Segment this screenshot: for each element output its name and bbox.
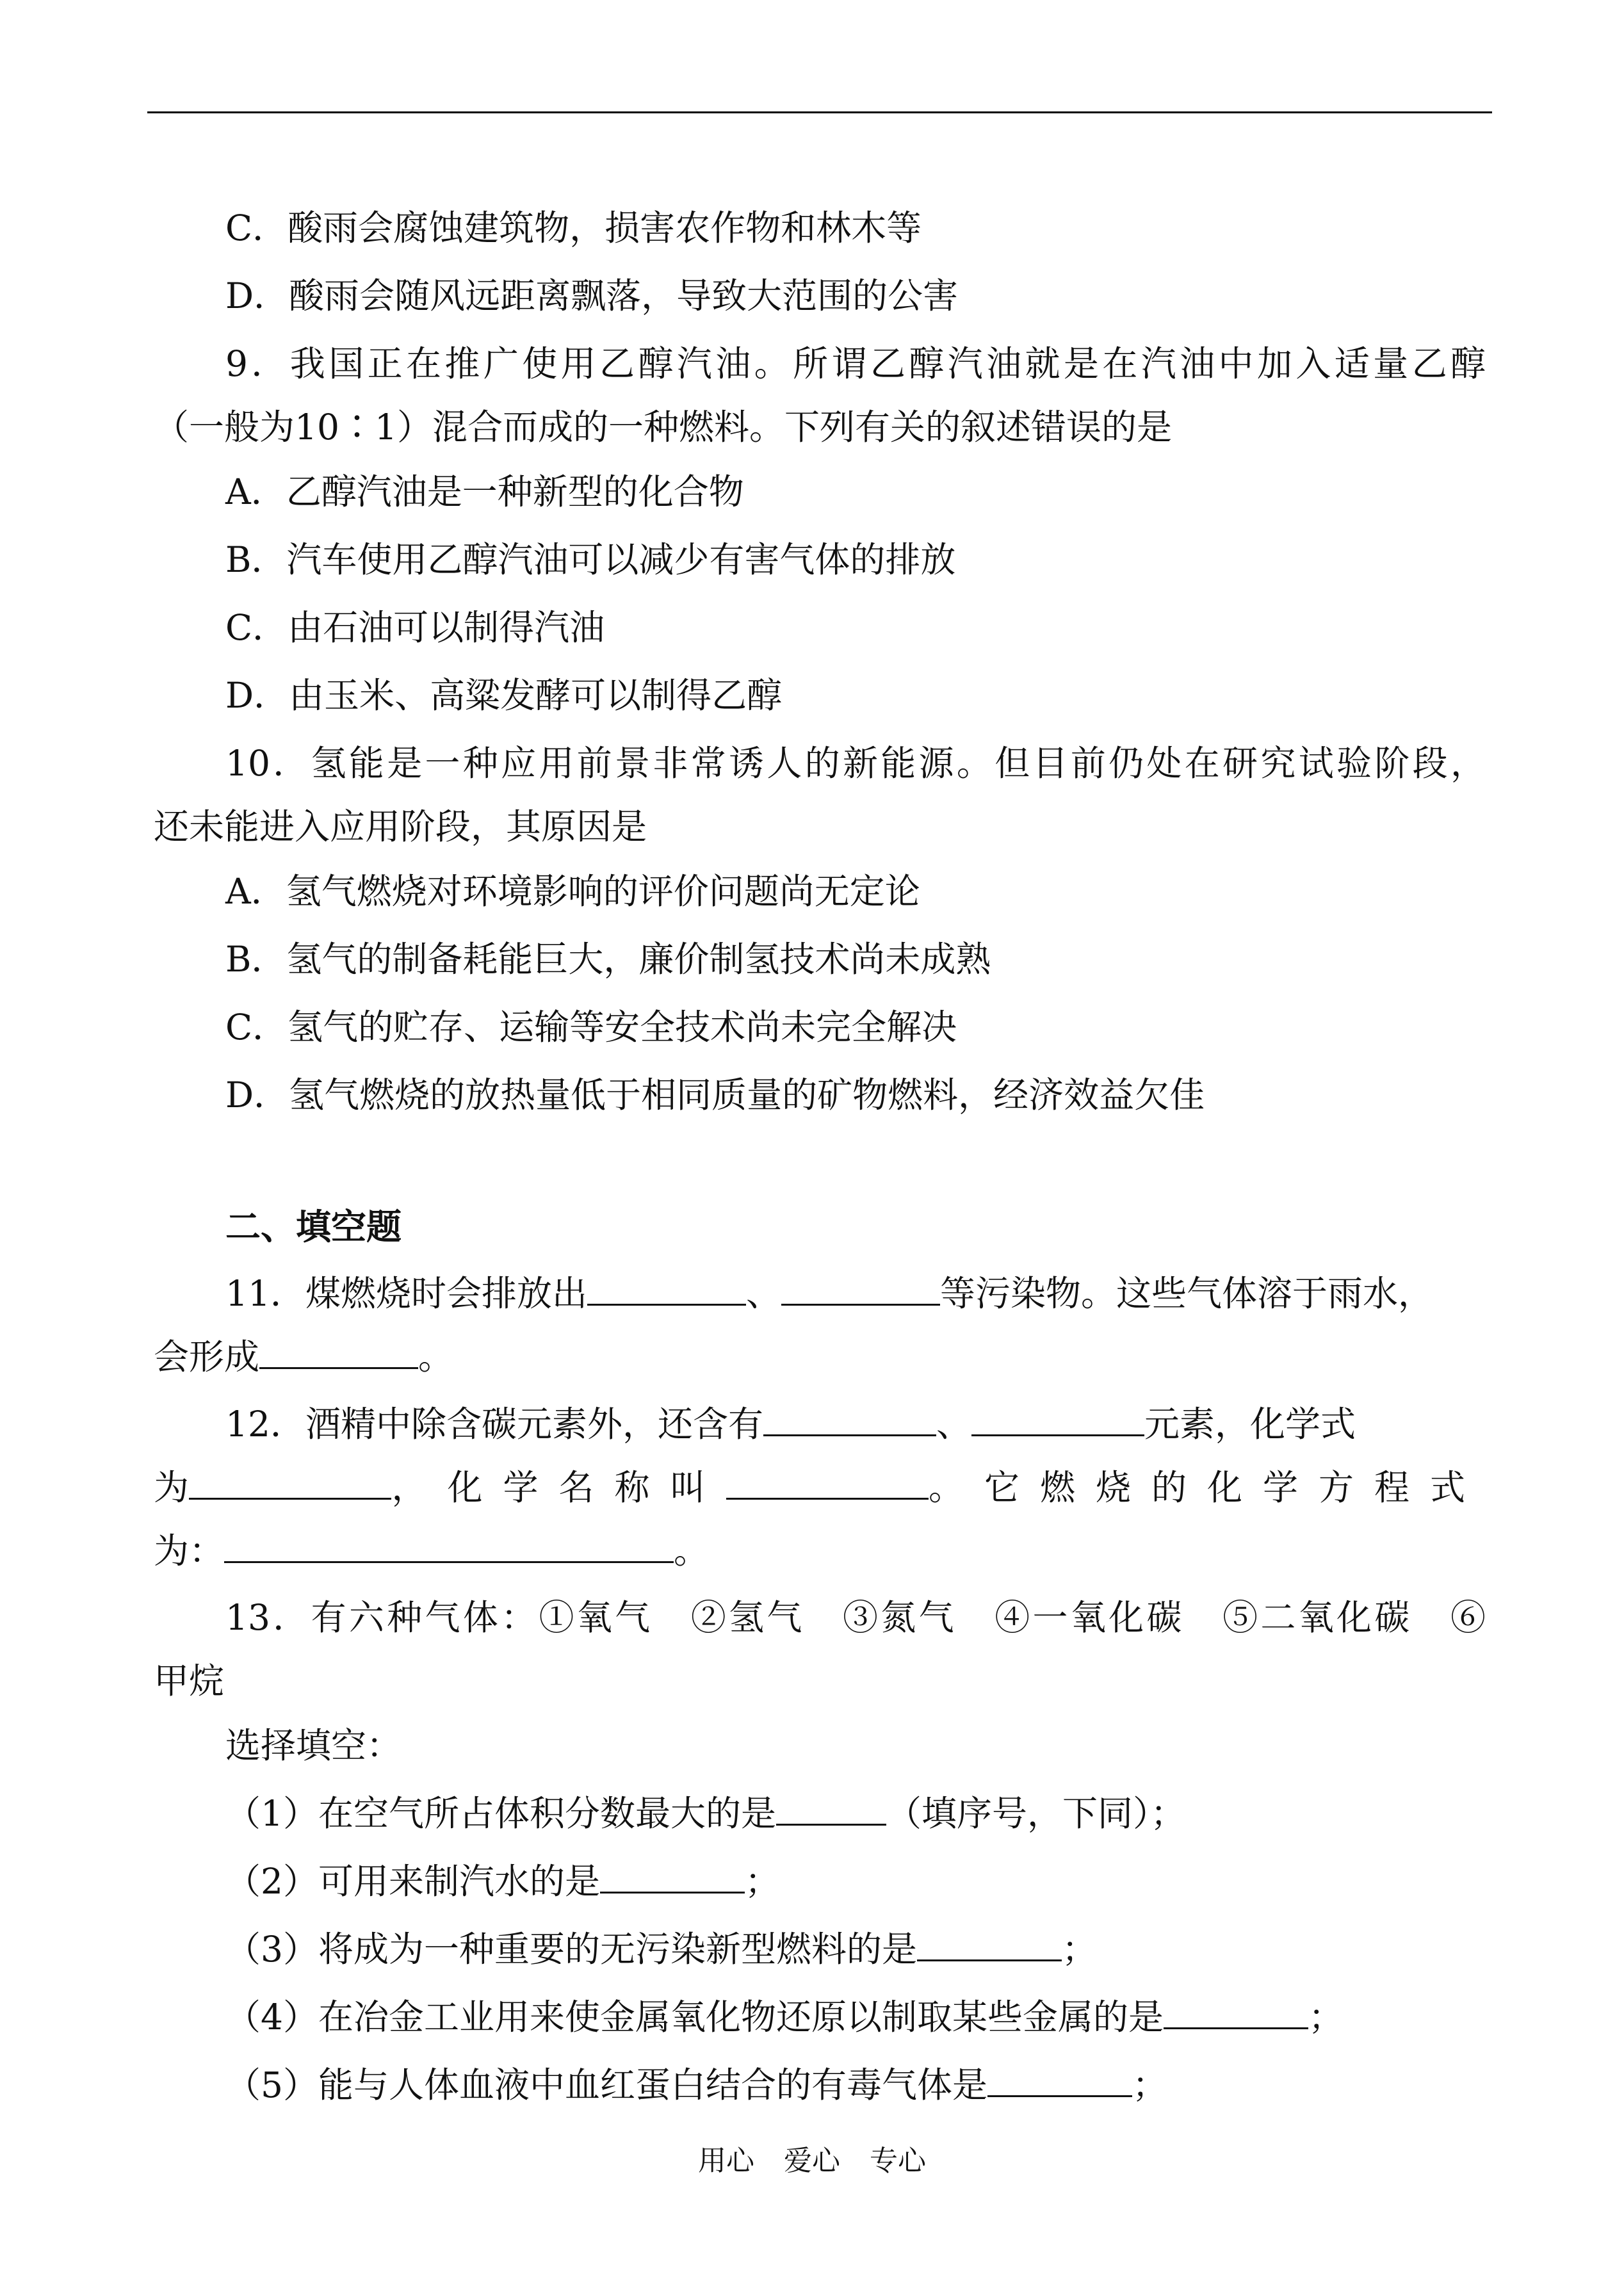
q12-text-8: 。	[674, 1530, 710, 1571]
q13-blank-3[interactable]	[917, 1927, 1062, 1961]
q11-blank-2[interactable]	[781, 1272, 940, 1306]
q9-stem-line2: （一般为10∶1）混合而成的一种燃料。下列有关的叙述错误的是	[154, 407, 1172, 448]
q12-blank-2[interactable]	[971, 1402, 1144, 1436]
page-footer	[0, 2142, 1624, 2180]
q13-sub-1-text: （1）在空气所占体积分数最大的是	[225, 1793, 776, 1834]
q12-text-7: 为：	[154, 1530, 225, 1571]
q13-sub-5	[225, 2061, 1167, 2109]
q8-option-c: C．酸雨会腐蚀建筑物，损害农作物和林木等	[225, 207, 922, 248]
q10-option-b: B．氢气的制备耗能巨大，廉价制氢技术尚未成熟	[225, 939, 991, 980]
q9-option-a: A．乙醇汽油是一种新型的化合物	[225, 471, 744, 512]
q13-sub-2-tail: ；	[745, 1861, 781, 1902]
q13-sub-4	[225, 1993, 1344, 2041]
q10-option-a: A．氢气燃烧对环境影响的评价问题尚无定论	[225, 871, 920, 912]
q9-option-b: B．汽车使用乙醇汽油可以减少有害气体的排放	[225, 539, 956, 580]
q10-stem-line1: 10．氢能是一种应用前景非常诱人的新能源。但目前仍处在研究试验阶段，	[225, 743, 1486, 784]
q13-blank-4[interactable]	[1164, 1995, 1308, 2029]
q11-line1	[225, 1269, 1433, 1318]
q12-text-4: 为	[154, 1467, 190, 1508]
q13-instruction: 选择填空：	[225, 1725, 402, 1766]
q10-stem-line2: 还未能进入应用阶段，其原因是	[154, 806, 647, 847]
q13-sub-4-text: （4）在冶金工业用来使金属氧化物还原以制取某些金属的是	[225, 1997, 1164, 2038]
q12-text-1: 12．酒精中除含碳元素外，还含有	[225, 1404, 763, 1445]
q11-text-4: 会形成	[154, 1336, 260, 1377]
q8-option-d: D．酸雨会随风远距离飘落，导致大范围的公害	[225, 275, 959, 316]
q9-option-c: C．由石油可以制得汽油	[225, 607, 605, 648]
q12-text-2: 、	[936, 1404, 972, 1445]
q11-text-3: 等污染物。这些气体溶于雨水，	[940, 1273, 1434, 1314]
q13-sub-4-tail: ；	[1308, 1997, 1344, 2038]
section-title: 二、填空题	[225, 1206, 402, 1247]
q12-blank-5[interactable]	[224, 1529, 674, 1563]
q13-sub-3	[225, 1925, 1097, 1974]
q12-text-5: ，化学名称叫	[391, 1467, 726, 1508]
q13-sub-2-text: （2）可用来制汽水的是	[225, 1861, 600, 1902]
q12-blank-3[interactable]	[189, 1466, 391, 1500]
q13-blank-5[interactable]	[987, 2063, 1132, 2097]
q12-text-6: 。它燃烧的化学方程式	[928, 1467, 1486, 1508]
q11-text-5: 。	[418, 1336, 454, 1377]
q12-line3	[154, 1527, 709, 1575]
q12-blank-4[interactable]	[726, 1466, 929, 1500]
q13-stem-line2: 甲烷	[154, 1660, 225, 1701]
q13-sub-1-tail: （填序号，下同）；	[886, 1793, 1186, 1834]
q13-blank-2[interactable]	[600, 1860, 745, 1894]
q12-blank-1[interactable]	[763, 1402, 936, 1436]
q13-sub-3-text: （3）将成为一种重要的无污染新型燃料的是	[225, 1929, 917, 1970]
q13-sub-2	[225, 1857, 780, 1906]
q10-option-c: C．氢气的贮存、运输等安全技术尚未完全解决	[225, 1007, 957, 1048]
q13-stem-line1: 13．有六种气体：①氧气 ②氢气 ③氮气 ④一氧化碳 ⑤二氧化碳 ⑥	[225, 1597, 1486, 1638]
q11-blank-1[interactable]	[587, 1272, 746, 1306]
header-rule	[147, 111, 1492, 113]
footer-word-3: 专心	[870, 2145, 926, 2177]
footer-word-2: 爱心	[784, 2145, 840, 2177]
q11-text-2: 、	[746, 1273, 782, 1314]
q12-text-3: 元素，化学式	[1144, 1404, 1356, 1445]
footer-word-1: 用心	[698, 2145, 754, 2177]
q11-blank-3[interactable]	[259, 1335, 418, 1369]
q13-sub-1	[225, 1789, 1186, 1838]
q13-sub-5-text: （5）能与人体血液中血红蛋白结合的有毒气体是	[225, 2064, 987, 2105]
q13-sub-3-tail: ；	[1062, 1929, 1098, 1970]
q12-line1	[225, 1400, 1356, 1448]
q9-option-d: D．由玉米、高粱发酵可以制得乙醇	[225, 675, 783, 716]
q11-text-1: 11．煤燃烧时会排放出	[225, 1273, 587, 1314]
q11-line2	[154, 1333, 453, 1381]
q10-option-d: D．氢气燃烧的放热量低于相同质量的矿物燃料，经济效益欠佳	[225, 1075, 1205, 1115]
q13-blank-1[interactable]	[776, 1792, 886, 1826]
q9-stem-line1: 9．我国正在推广使用乙醇汽油。所谓乙醇汽油就是在汽油中加入适量乙醇	[225, 343, 1486, 384]
q13-sub-5-tail: ；	[1132, 2064, 1168, 2105]
q12-line2	[154, 1463, 1486, 1512]
